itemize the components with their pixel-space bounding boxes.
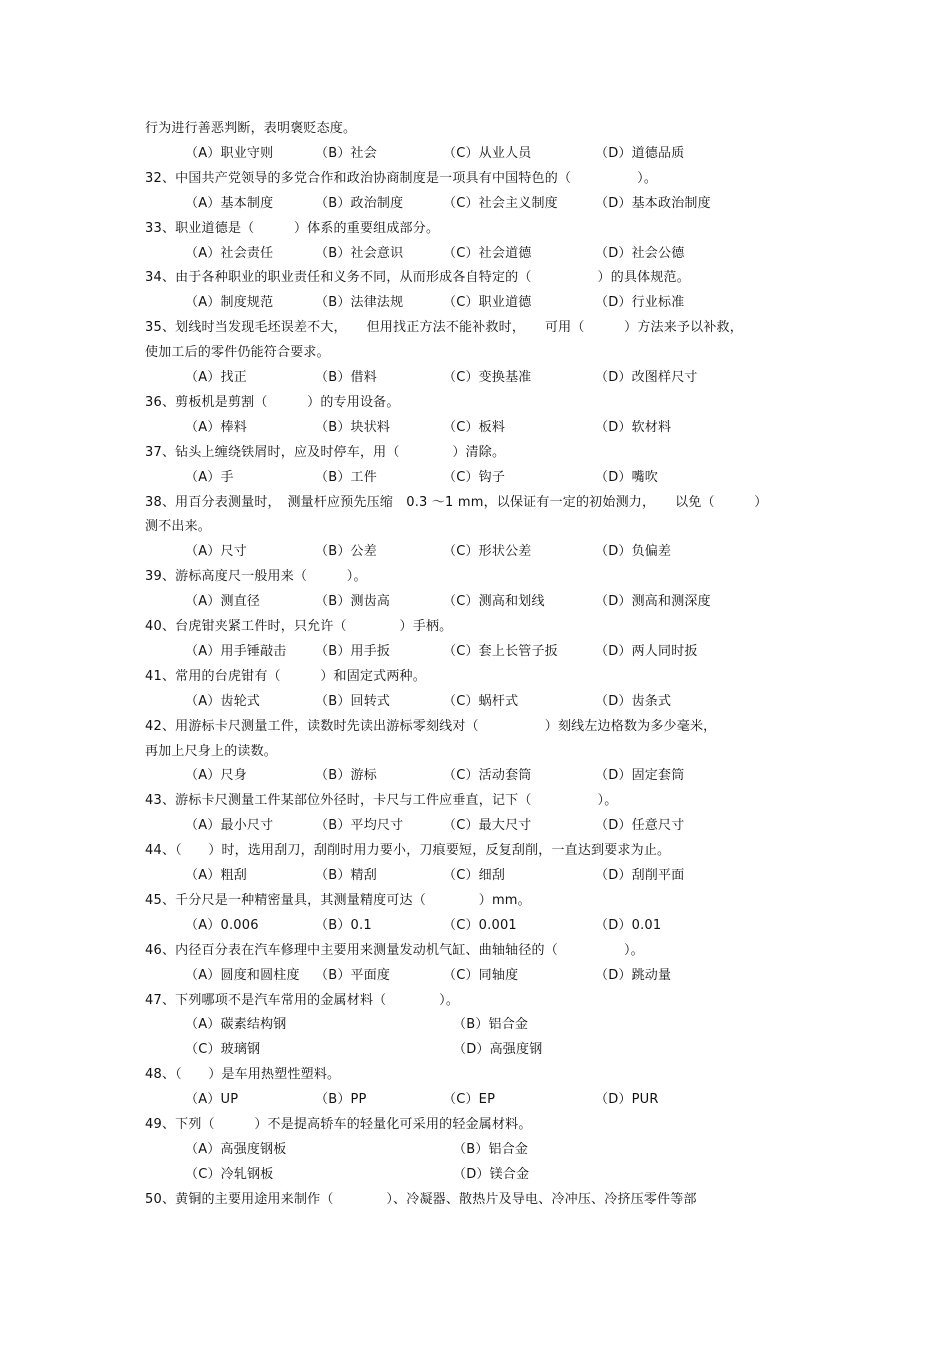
answer-option: （B）用手扳 bbox=[315, 644, 391, 659]
answer-option: （B）平面度 bbox=[315, 968, 391, 983]
answer-option: （C）变换基准 bbox=[443, 370, 532, 385]
answer-option: （D）两人同时扳 bbox=[595, 644, 698, 659]
answer-option: （C）细刮 bbox=[443, 868, 506, 883]
answer-option: （B）游标 bbox=[315, 768, 377, 783]
answer-option: （D）行业标准 bbox=[595, 295, 685, 310]
answer-option: （B）铝合金 bbox=[453, 1142, 529, 1157]
answer-option: （B）法律法规 bbox=[315, 295, 404, 310]
answer-option: （D）刮削平面 bbox=[595, 868, 685, 883]
answer-option: （A）0.006 bbox=[185, 918, 259, 933]
question-text: 41、常用的台虎钳有（ ）和固定式两种。 bbox=[145, 669, 426, 684]
answer-option: （C）活动套筒 bbox=[443, 768, 532, 783]
answer-option: （A）测直径 bbox=[185, 594, 261, 609]
question-text: 32、中国共产党领导的多党合作和政治协商制度是一项具有中国特色的（ ）。 bbox=[145, 171, 658, 186]
answer-option: （C）0.001 bbox=[443, 918, 517, 933]
answer-option: （A）手 bbox=[185, 470, 234, 485]
answer-option: （C）EP bbox=[443, 1092, 496, 1107]
answer-option: （A）尺寸 bbox=[185, 544, 247, 559]
answer-option: （B）测齿高 bbox=[315, 594, 391, 609]
answer-option: （B）工件 bbox=[315, 470, 377, 485]
question-text: 行为进行善恶判断，表明褒贬态度。 bbox=[145, 121, 357, 136]
answer-option: （A）制度规范 bbox=[185, 295, 274, 310]
answer-option: （A）社会责任 bbox=[185, 246, 274, 261]
answer-option: （A）齿轮式 bbox=[185, 694, 261, 709]
answer-option: （B）平均尺寸 bbox=[315, 818, 404, 833]
question-text: 49、下列（ ）不是提高轿车的轻量化可采用的轻金属材料。 bbox=[145, 1117, 532, 1132]
answer-option: （C）同轴度 bbox=[443, 968, 519, 983]
answer-option: （D）跳动量 bbox=[595, 968, 672, 983]
answer-option: （B）PP bbox=[315, 1092, 367, 1107]
answer-option: （D）PUR bbox=[595, 1092, 659, 1107]
answer-option: （B）块状料 bbox=[315, 420, 391, 435]
answer-option: （C）社会主义制度 bbox=[443, 196, 558, 211]
answer-option: （A）圆度和圆柱度 bbox=[185, 968, 300, 983]
question-text: 48、（ ）是车用热塑性塑料。 bbox=[145, 1067, 341, 1082]
question-text: 36、剪板机是剪割（ ）的专用设备。 bbox=[145, 395, 400, 410]
answer-option: （A）最小尺寸 bbox=[185, 818, 274, 833]
answer-option: （D）0.01 bbox=[595, 918, 662, 933]
answer-option: （B）公差 bbox=[315, 544, 377, 559]
answer-option: （D）固定套筒 bbox=[595, 768, 685, 783]
answer-option: （A）尺身 bbox=[185, 768, 247, 783]
answer-option: （B）社会意识 bbox=[315, 246, 404, 261]
answer-option: （A）粗刮 bbox=[185, 868, 247, 883]
answer-option: （C）社会道德 bbox=[443, 246, 532, 261]
question-text: 再加上尺身上的读数。 bbox=[145, 744, 278, 759]
answer-option: （A）高强度钢板 bbox=[185, 1142, 287, 1157]
answer-option: （A）棒料 bbox=[185, 420, 247, 435]
question-text: 47、下列哪项不是汽车常用的金属材料（ ）。 bbox=[145, 993, 460, 1008]
answer-option: （D）社会公德 bbox=[595, 246, 685, 261]
answer-option: （D）齿条式 bbox=[595, 694, 672, 709]
question-text: 46、内径百分表在汽车修理中主要用来测量发动机气缸、曲轴轴径的（ ）。 bbox=[145, 943, 644, 958]
question-text: 测不出来。 bbox=[145, 519, 212, 534]
answer-option: （C）钩子 bbox=[443, 470, 506, 485]
question-text: 33、职业道德是（ ）体系的重要组成部分。 bbox=[145, 221, 440, 236]
answer-option: （C）玻璃钢 bbox=[185, 1042, 261, 1057]
answer-option: （B）精刮 bbox=[315, 868, 377, 883]
answer-option: （D）任意尺寸 bbox=[595, 818, 685, 833]
answer-option: （B）0.1 bbox=[315, 918, 372, 933]
answer-option: （A）碳素结构钢 bbox=[185, 1017, 287, 1032]
answer-option: （A）职业守则 bbox=[185, 146, 274, 161]
answer-option: （D）软材料 bbox=[595, 420, 672, 435]
answer-option: （D）道德品质 bbox=[595, 146, 685, 161]
question-text: 38、用百分表测量时， 测量杆应预先压缩 0.3 ～1 mm，以保证有一定的初始测力， 以免（ ） bbox=[145, 495, 768, 510]
answer-option: （D）嘴吹 bbox=[595, 470, 659, 485]
answer-option: （C）最大尺寸 bbox=[443, 818, 532, 833]
question-text: 34、由于各种职业的职业责任和义务不同，从而形成各自特定的（ ）的具体规范。 bbox=[145, 270, 690, 285]
answer-option: （D）基本政治制度 bbox=[595, 196, 711, 211]
question-text: 39、游标高度尺一般用来（ ）。 bbox=[145, 569, 367, 584]
answer-option: （C）测高和划线 bbox=[443, 594, 545, 609]
question-text: 44、（ ）时，选用刮刀，刮削时用力要小，刀痕要短，反复刮削，一直达到要求为止。 bbox=[145, 843, 671, 858]
answer-option: （C）职业道德 bbox=[443, 295, 532, 310]
answer-option: （A）UP bbox=[185, 1092, 239, 1107]
answer-option: （D）改图样尺寸 bbox=[595, 370, 698, 385]
answer-option: （C）形状公差 bbox=[443, 544, 532, 559]
question-text: 50、黄铜的主要用途用来制作（ ）、冷凝器、散热片及导电、冷冲压、冷挤压零件等部 bbox=[145, 1192, 697, 1207]
answer-option: （C）蜗杆式 bbox=[443, 694, 519, 709]
answer-option: （C）板料 bbox=[443, 420, 506, 435]
question-text: 45、千分尺是一种精密量具，其测量精度可达（ ）mm。 bbox=[145, 893, 531, 908]
question-text: 40、台虎钳夹紧工件时，只允许（ ）手柄。 bbox=[145, 619, 453, 634]
question-text: 42、用游标卡尺测量工件，读数时先读出游标零刻线对（ ）刻线左边格数为多少毫米， bbox=[145, 719, 717, 734]
answer-option: （D）测高和测深度 bbox=[595, 594, 711, 609]
answer-option: （A）用手锤敲击 bbox=[185, 644, 287, 659]
answer-option: （C）套上长管子扳 bbox=[443, 644, 558, 659]
question-text: 使加工后的零件仍能符合要求。 bbox=[145, 345, 330, 360]
answer-option: （D）镁合金 bbox=[453, 1167, 530, 1182]
answer-option: （B）铝合金 bbox=[453, 1017, 529, 1032]
answer-option: （C）从业人员 bbox=[443, 146, 532, 161]
answer-option: （B）政治制度 bbox=[315, 196, 404, 211]
answer-option: （C）冷轧钢板 bbox=[185, 1167, 274, 1182]
answer-option: （A）基本制度 bbox=[185, 196, 274, 211]
question-text: 43、游标卡尺测量工件某部位外径时，卡尺与工件应垂直，记下（ ）。 bbox=[145, 793, 618, 808]
answer-option: （D）负偏差 bbox=[595, 544, 672, 559]
answer-option: （B）回转式 bbox=[315, 694, 391, 709]
answer-option: （D）高强度钢 bbox=[453, 1042, 543, 1057]
answer-option: （B）社会 bbox=[315, 146, 377, 161]
answer-option: （A）找正 bbox=[185, 370, 247, 385]
question-text: 37、钻头上缠绕铁屑时，应及时停车，用（ ）清除。 bbox=[145, 445, 506, 460]
question-text: 35、划线时当发现毛坯误差不大， 但用找正方法不能补救时， 可用（ ）方法来予以补救， bbox=[145, 320, 743, 335]
answer-option: （B）借料 bbox=[315, 370, 377, 385]
